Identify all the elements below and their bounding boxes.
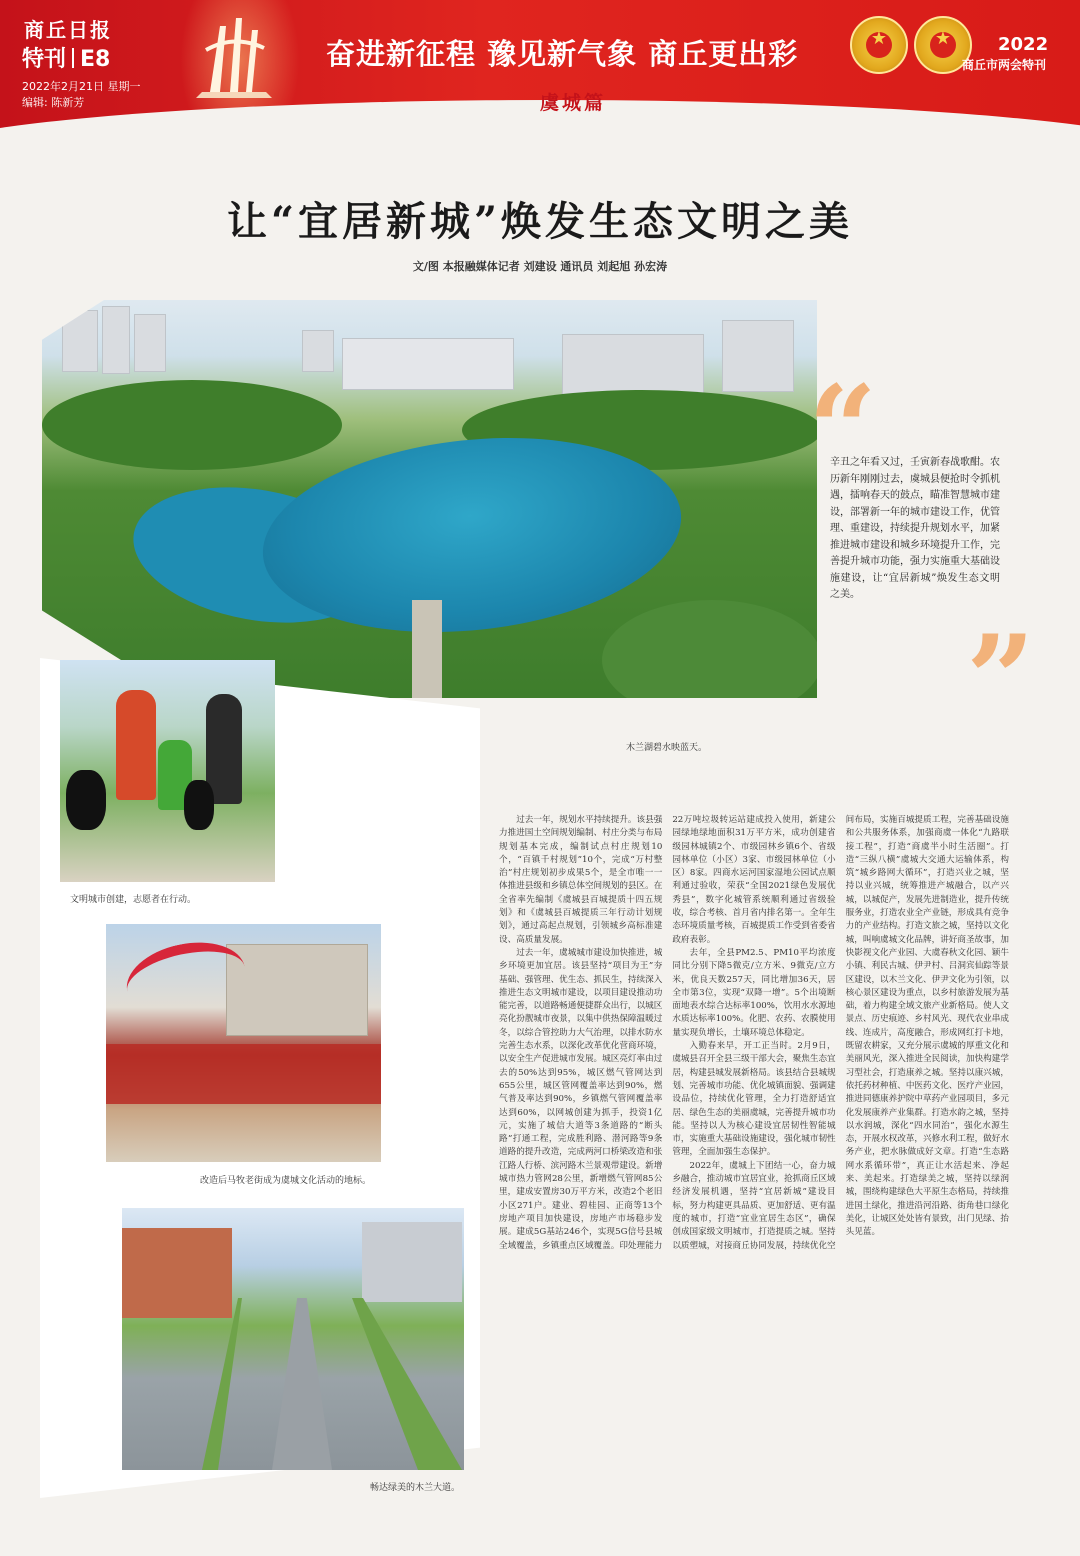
old-street-photo bbox=[106, 924, 381, 1162]
old-street-caption: 改造后马牧老街成为虞城文化活动的地标。 bbox=[200, 1176, 372, 1186]
cppcc-emblem-icon: ★ bbox=[914, 16, 972, 74]
volunteers-photo bbox=[60, 660, 275, 882]
special-page-label bbox=[22, 42, 110, 73]
issue-date: 2022年2月21日 星期一 bbox=[22, 80, 141, 93]
slogan-text: 奋进新征程 豫见新气象 商丘更出彩 bbox=[326, 37, 799, 71]
body-paragraph: 入勤春来早，开工正当时。2月9日，虞城县召开全县三级干部大会，聚焦生态宜居，构建县城发展新格局。该县结合县城规划、完善城市功能、优化城镇面貌、强调建设品位，持续优化管理，全力打造舒适宜居、绿色生态的美丽虞城，完善提升城市功能。坚持以人为核心建设宜居韧性智能城市，实施重大基础设施建设，强化城市韧性管理，全面加强生态保护。 bbox=[672, 1041, 836, 1158]
article-headline: 让“宜居新城”焕发生态文明之美 bbox=[226, 198, 853, 245]
body-paragraph: 去年，全县PM2.5、PM10平均浓度同比分别下降5微克/立方米、9微克/立方米，优良天数257天，同比增加36天，居全市第3位，实现“双降一增”。5个出境断面地表水综合达标率100%，饮用水水源地水质达标率100%。化肥、农药、农膜使用量实现负增长，土壤环境总体稳定。 bbox=[672, 947, 836, 1038]
special-label: 特刊 bbox=[22, 47, 67, 72]
body-paragraph: 过去一年，虞城城市建设加快推进，城乡环境更加宜居。该县坚持“项目为王”夯基础、强管理、优生态、抓民生，持续深入推进生态文明城市建设，以项目建设推动功能完善，以道路畅通便捷群众出行，以城区亮化扮靓城市夜景，以集中供热保障温暖过冬，以综合管控助力大气治理，以排水防水完善生态水系，以深化改革优化营商环境，以安全生产促进城市发展。城区亮灯率由过去的50%达到95%，城区燃气管网达到655公里，城区管网覆盖率达到90%，燃气普及率达到90%，乡镇燃气管网覆盖率达到60%，以网城创建为抓手，投资1亿元，实施了城信大道等3条道路的“断头路”打通工程，完成胜利路、潜河路等9条道路的提升改造，完成两河口桥梁改造和张江路人行桥、滨河路木兰景观带建设。新增城市热力管网28公里，新增燃气管网85公里，建成安置房30万平方米，改造2个老旧小区271户。建业、碧桂园、正商等13个房地产项目加快建设，房地产市场稳步发展。建成5G基站246个，实现5G信号县城全域覆盖，乡镇重点区域覆盖。印处理能力22万吨垃圾转运站建成投入使用，新建公园绿地绿地面积31万平方米，成功创建省级园林城镇2个、市级园林乡镇6个、省级园林单位（小区）3家、市级园林单位（小区）8家。四商水运河国家湿地公园试点顺利通过验收，荣获“全国2021绿色发展优秀县”，数字化城管系统顺利通过省级验收，综合考核、首月省内排名第一。全年生态环境质量考核，百城提质工作受到省委省政府表彰。 bbox=[499, 815, 836, 1251]
mulan-avenue-photo bbox=[122, 1208, 464, 1470]
article-byline: 文/图 本报融媒体记者 刘建设 通讯员 刘起旭 孙宏涛 bbox=[412, 260, 668, 273]
section-title: 虞城篇 bbox=[540, 92, 607, 114]
event-name: 商丘市两会特刊 bbox=[962, 58, 1047, 72]
editor-credit: 编辑: 陈新芳 bbox=[22, 96, 85, 109]
national-emblem-icon: ★ bbox=[850, 16, 908, 74]
avenue-caption: 畅达绿美的木兰大道。 bbox=[370, 1483, 461, 1493]
main-photo-caption: 木兰湖碧水映蓝天。 bbox=[626, 743, 708, 753]
monument-icon bbox=[186, 14, 282, 106]
label-divider bbox=[72, 48, 74, 68]
volunteers-caption: 文明城市创建，志愿者在行动。 bbox=[70, 895, 197, 905]
masthead-logo: 商丘日报 bbox=[24, 18, 112, 42]
body-paragraph: 过去一年，规划水平持续提升。该县强力推进国土空间规划编制、村庄分类与布局规划基本完成，编制试点村庄规划10个，“百镇千村规划”10个，完成“万村整治”村庄规划初步成果5个，是全市唯一一体推进县级和乡镇总体空间规划的县区。在全省率先编制《虞城县百城提质十四五规划》和《虞城县百城提质三年行动计划规划》，通过高起点规划，引领城乡高标准建设、高质量发展。 bbox=[499, 815, 663, 945]
main-aerial-photo bbox=[42, 300, 817, 698]
open-quote-icon: “ bbox=[808, 359, 878, 500]
close-quote-icon: ” bbox=[966, 609, 1036, 750]
article-body bbox=[499, 814, 1009, 1374]
body-paragraph: 2022年，虞城上下团结一心，奋力城乡融合，推动城市宜居宜业，抢抓商丘区域经济发展机遇，坚持“宜居新城”建设目标，努力构建更具品质、更加舒适、更有温度的城市，打造“宜业宜居生态区”，确保创成国家级文明城市，打造提质之城。坚持以质塑城，对接商丘协同发展，持续优化空间布局，实施百城提质工程，完善基础设施和公共服务体系，加强商虞一体化“九路联接工程”，打造“商虞半小时生活圈”。打造“三纵八横”虞城大交通大运输体系，构筑“城乡路网大循环”，打造兴业之城，坚持以业兴城，统筹推进产城融合，以产兴城，以城促产，发展先进制造业，提升传统服务业，打造农业全产业链，形成具有竞争力的产业结构。打造文旅之城，坚持以文化城，叫响虞城文化品牌，讲好商圣故事，加快影视文化产业园、大虞春秋文化园、颖牛小镇、利民古城、伊尹村、吕洞宾仙踪等景区建设，以木兰文化、伊尹文化为引领，以核心景区建设为重点，以乡村旅游发展为基础，着力构建全域文旅产业新格局。使人文景点、历史痕迹、乡村风光、现代农业串成线、连成片，高度融合，形成网红打卡地，既留农耕家，又充分展示虞城的厚重文化和美丽风光，深入推进全民阅读，加快构建学习型社会，打造康养之城。坚持以康兴城，依托药材种植、中医药文化、医疗产业园，推进同德康养护院中草药产业园项目，多元化发展康养产业集群。打造水韵之城，坚持以水润城，深化“四水同治”，强化水源生态，开展水权改革，兴修水利工程，做好水务产业，把水脉做成好文章。打造“生态路网水系循环带”，真正让水活起来、净起来、美起来。打造绿美之城，坚持以绿润城，围绕构建绿色大平原生态格局，持续推进国土绿化，推进沿河沿路、街角巷口绿化美化，让城区处处皆有景致，出门见绿、抬头见蓝。 bbox=[672, 815, 1009, 1251]
page-number: E8 bbox=[80, 47, 111, 72]
event-year: 2022 bbox=[998, 34, 1049, 55]
intro-quote: 辛丑之年看又过，壬寅新春战歌酣。农历新年刚刚过去，虞城县便抢时令抓机遇，擂响春天的鼓点，瞄准智慧城市建设，部署新一年的城市建设工作，优管理、重建设，持续提升规划水平，加紧推进城市建设和城乡环境提升工作，完善提升城市功能，强力实施重大基础设施建设，让“宜居新城”焕发生态文明之美。 bbox=[830, 457, 1000, 600]
